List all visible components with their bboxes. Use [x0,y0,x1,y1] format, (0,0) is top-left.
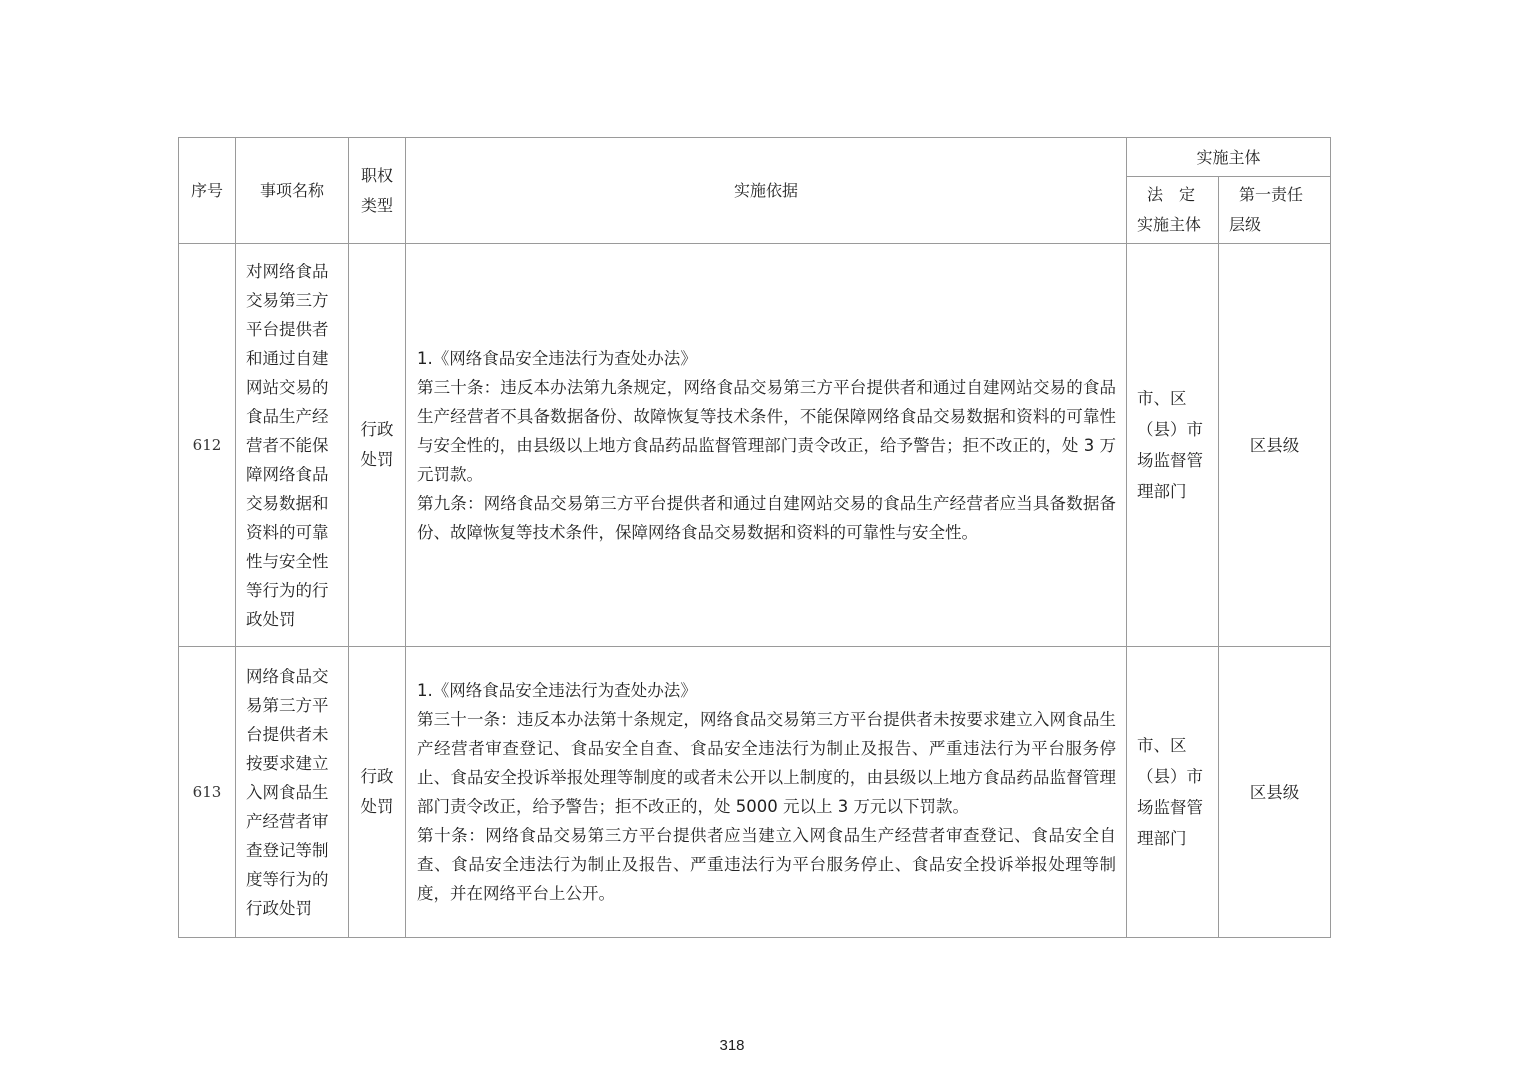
basis-title: 1.《网络食品安全违法行为查处办法》 [417,681,697,700]
table-row [179,647,1331,938]
basis-paragraph: 第九条：网络食品交易第三方平台提供者和通过自建网站交易的食品生产经营者应当具备数据备份、故障恢复等技术条件，保障网络食品交易数据和资料的可靠性与安全性。 [417,493,1116,542]
table-body [179,244,1331,938]
row-basis [406,244,1127,647]
header-legal-subject-line2: 实施主体 [1137,215,1202,234]
header-subject-group: 实施主体 [1127,138,1331,177]
table-header [179,138,1331,244]
document-table-container [178,137,1330,938]
row-first-level: 区县级 [1219,244,1331,647]
header-legal-subject-line1: 法 定 [1147,185,1196,204]
row-power-type [349,244,406,647]
row-legal-subject: 市、区（县）市场监督管理部门 [1127,647,1219,938]
row-power-type-line1: 行政 [360,420,394,439]
header-first-level [1219,177,1331,244]
header-first-level-line2: 层级 [1229,215,1262,234]
header-item-name: 事项名称 [236,138,349,244]
row-basis [406,647,1127,938]
row-legal-subject: 市、区（县）市场监督管理部门 [1127,244,1219,647]
row-item-name: 对网络食品交易第三方平台提供者和通过自建网站交易的食品生产经营者不能保障网络食品交易数据和资料的可靠性与安全性等行为的行政处罚 [236,244,349,647]
row-seq: 613 [179,647,236,938]
page-number: 318 [719,1037,745,1054]
basis-paragraph: 第三十条：违反本办法第九条规定，网络食品交易第三方平台提供者和通过自建网站交易的食品生产经营者不具备数据备份、故障恢复等技术条件，不能保障网络食品交易数据和资料的可靠性与安全性的，由县级以上地方食品药品监督管理部门责令改正，给予警告；拒不改正的，处 3 万元罚款。 [417,377,1116,484]
header-power-type-line1: 职权 [360,165,393,185]
row-first-level: 区县级 [1219,647,1331,938]
row-power-type-line2: 处罚 [360,797,394,816]
row-power-type-line1: 行政 [360,767,394,786]
row-seq: 612 [179,244,236,647]
header-power-type-line2: 类型 [360,195,393,215]
enforcement-items-table [178,137,1331,938]
header-seq: 序号 [179,138,236,244]
row-item-name: 网络食品交易第三方平台提供者未按要求建立入网食品生产经营者审查登记等制度等行为的行政处罚 [236,647,349,938]
table-row [179,244,1331,647]
header-basis: 实施依据 [406,138,1127,244]
row-power-type [349,647,406,938]
header-power-type [349,138,406,244]
row-power-type-line2: 处罚 [360,450,394,469]
basis-title: 1.《网络食品安全违法行为查处办法》 [417,348,697,368]
basis-paragraph: 第十条：网络食品交易第三方平台提供者应当建立入网食品生产经营者审查登记、食品安全自查、食品安全违法行为制止及报告、严重违法行为平台服务停止、食品安全投诉举报处理等制度，并在网络平台上公开。 [417,826,1116,903]
header-row [179,138,1331,177]
basis-paragraph: 第三十一条：违反本办法第十条规定，网络食品交易第三方平台提供者未按要求建立入网食品生产经营者审查登记、食品安全自查、食品安全违法行为制止及报告、严重违法行为平台服务停止、食品安全投诉举报处理等制度的或者未公开以上制度的，由县级以上地方食品药品监督管理部门责令改正，给予警告；拒不改正的，处 5000 元以上 3 万元以下罚款。 [417,710,1116,816]
header-first-level-line1: 第一责任 [1239,185,1304,204]
header-legal-subject [1127,177,1219,244]
